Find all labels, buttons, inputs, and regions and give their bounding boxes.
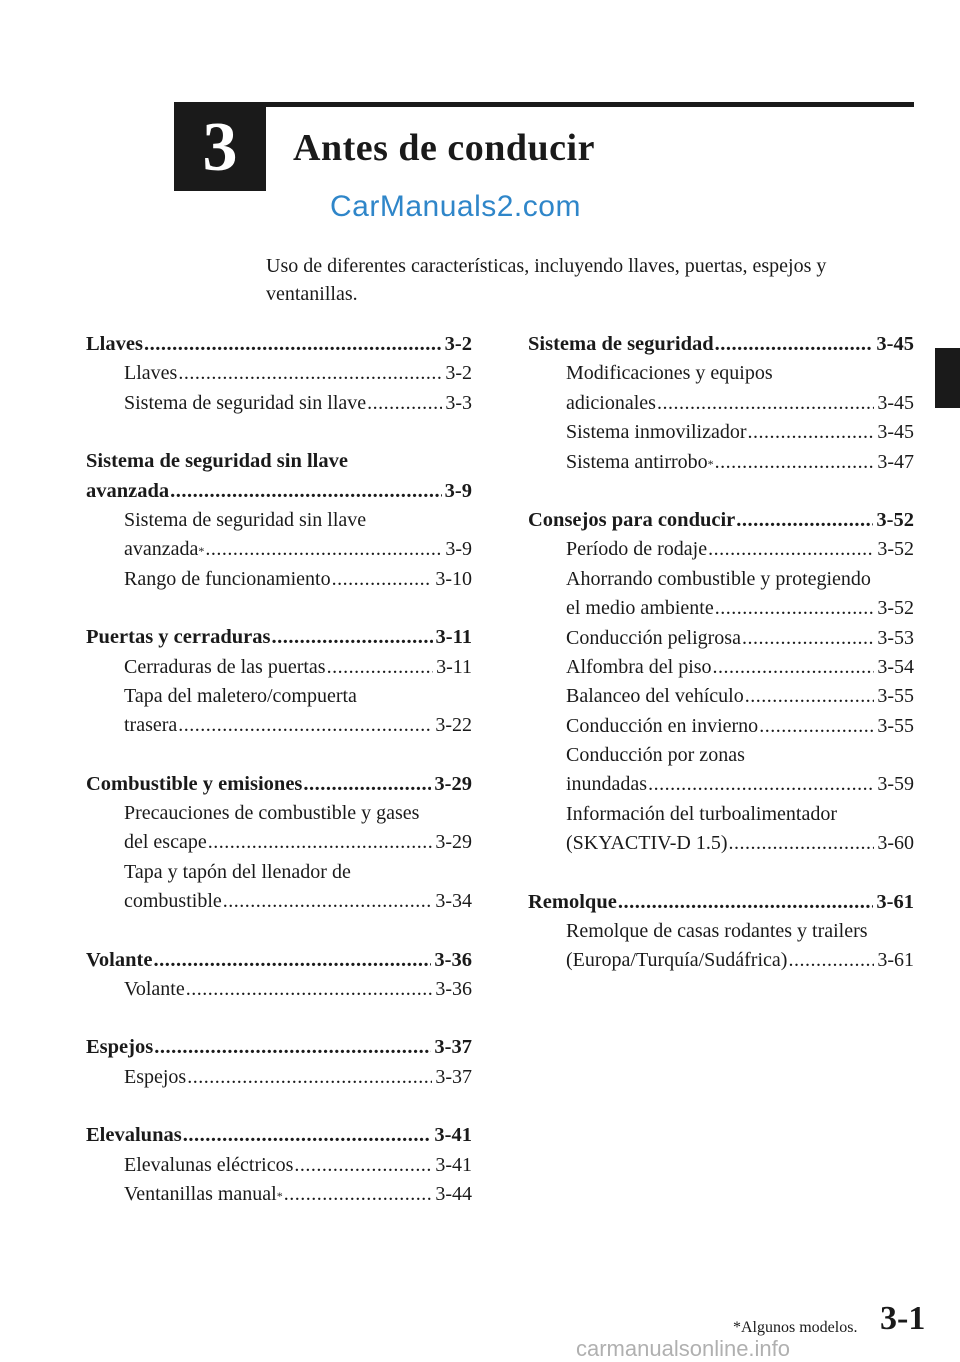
toc-entry-line: Precauciones de combustible y gases [124, 802, 420, 825]
dot-leader [736, 506, 873, 535]
toc-entry-text: Volante [124, 978, 185, 1001]
toc-entry-page: 3-60 [877, 832, 914, 855]
toc-entry-page: 3-44 [435, 1182, 472, 1205]
toc-entry-page: 3-54 [877, 655, 914, 678]
title-rule [174, 102, 914, 107]
toc-heading-text: Remolque [528, 890, 617, 913]
dot-leader [742, 624, 874, 653]
dot-leader [294, 1151, 432, 1180]
dot-leader [170, 477, 442, 506]
dot-leader [618, 888, 874, 917]
toc-entry-line: Conducción por zonas [566, 744, 745, 767]
chapter-title: Antes de conducir [293, 127, 595, 169]
toc-entry[interactable] [86, 887, 472, 916]
toc-entry[interactable] [86, 711, 472, 740]
toc-entry-text: combustible [124, 890, 222, 913]
toc-section [528, 330, 914, 477]
toc-entry-text: inundadas [566, 773, 648, 796]
toc-entry-text: avanzada [124, 538, 199, 561]
toc-entry-text: Cerraduras de las puertas [124, 655, 326, 678]
dot-leader [745, 682, 875, 711]
dot-leader [205, 535, 442, 564]
toc-heading[interactable] [86, 330, 472, 359]
dot-leader [715, 448, 875, 477]
toc-entry[interactable] [86, 653, 472, 682]
toc-entry[interactable]: Ventanillas manual * ..... 3-44 [86, 1180, 472, 1209]
toc-heading[interactable] [528, 330, 914, 359]
toc-entry-text: (SKYACTIV-D 1.5) [566, 832, 728, 855]
chapter-intro: Uso de diferentes características, incluyendo llaves, puertas, espejos y ventanillas. [266, 255, 827, 305]
dot-leader [708, 535, 874, 564]
toc-entry-page: 3-45 [877, 391, 914, 414]
footer-watermark: carmanualsonline.info [576, 1336, 791, 1361]
toc-entry-text: Conducción en invierno [566, 714, 759, 737]
dot-leader [186, 975, 433, 1004]
toc-entry[interactable] [86, 389, 472, 418]
toc-section [86, 946, 472, 1005]
toc-entry-page: 3-41 [435, 1153, 472, 1176]
dot-leader [223, 887, 433, 916]
toc-entry[interactable] [528, 418, 914, 447]
toc-heading-text: Volante [86, 948, 153, 971]
toc-heading-text: Elevalunas [86, 1124, 182, 1147]
toc-right-column [528, 330, 914, 1005]
toc-section [86, 330, 472, 418]
toc-entry-text: Espejos [124, 1065, 187, 1088]
toc-entry-text: Balanceo del vehículo [566, 685, 744, 708]
dot-leader [303, 770, 431, 799]
toc-entry-text: (Europa/Turquía/Sudáfrica) [566, 949, 788, 972]
toc-heading-text: Consejos para conducir [528, 508, 736, 531]
toc-entry[interactable] [86, 1151, 472, 1180]
toc-entry-page: 3-61 [877, 949, 914, 972]
dot-leader [178, 359, 442, 388]
dot-leader [208, 828, 433, 857]
toc-entry[interactable] [528, 712, 914, 741]
dot-leader [284, 1180, 433, 1209]
toc-entry-text: Período de rodaje [566, 538, 708, 561]
dot-leader [657, 389, 874, 418]
toc-heading[interactable] [86, 770, 472, 799]
toc-left-column [86, 330, 472, 1238]
dot-leader [187, 1063, 432, 1092]
toc-heading-text: Sistema de seguridad [528, 333, 714, 355]
toc-entry[interactable] [528, 829, 914, 858]
dot-leader [715, 330, 874, 359]
toc-entry-text: el medio ambiente [566, 597, 714, 620]
toc-entry-text: Sistema de seguridad sin llave [124, 391, 367, 414]
toc-entry-line: Remolque de casas rodantes y trailers [566, 920, 868, 943]
dot-leader [154, 1033, 431, 1062]
toc-entry[interactable] [528, 770, 914, 799]
toc-heading-page: 3-37 [434, 1036, 472, 1059]
toc-heading-page: 3-9 [444, 479, 472, 502]
toc-entry-text: trasera [124, 714, 178, 737]
toc-entry-page: 3-34 [435, 890, 472, 913]
toc-entry[interactable] [528, 624, 914, 653]
toc-section [86, 447, 472, 594]
dot-leader [728, 829, 874, 858]
toc-entry-page: 3-3 [445, 391, 472, 414]
toc-heading-text: Espejos [86, 1036, 154, 1059]
toc-heading-page: 3-29 [434, 772, 472, 795]
toc-heading-text: Puertas y cerraduras [86, 626, 271, 649]
toc-entry-page: 3-11 [436, 655, 472, 678]
toc-entry-text: Sistema antirrobo [566, 450, 708, 473]
toc-section [86, 623, 472, 741]
toc-entry[interactable]: Sistema antirrobo * ..... 3-47 [528, 448, 914, 477]
toc-entry-line: Ahorrando combustible y protegiendo [566, 567, 871, 590]
toc-entry-page: 3-37 [435, 1065, 472, 1088]
toc-heading[interactable] [86, 946, 472, 975]
toc-entry[interactable] [528, 946, 914, 975]
toc-entry[interactable] [86, 359, 472, 388]
toc-entry[interactable]: avanzada * ..... 3-9 [86, 535, 472, 564]
toc-entry-page: 3-52 [877, 597, 914, 620]
dot-leader [713, 653, 875, 682]
toc-entry[interactable] [528, 389, 914, 418]
toc-heading-page: 3-61 [876, 890, 914, 913]
chapter-number: 3 [202, 109, 238, 186]
toc-entry-text: del escape [124, 831, 207, 854]
toc-entry-page: 3-9 [445, 538, 472, 561]
toc-entry-page: 3-22 [435, 714, 472, 737]
toc-section [528, 506, 914, 859]
toc-heading[interactable] [528, 888, 914, 917]
toc-entry-line: Tapa del maletero/compuerta [124, 684, 357, 707]
toc-section [86, 770, 472, 917]
toc-entry[interactable] [528, 594, 914, 623]
toc-section [86, 1033, 472, 1092]
dot-leader [153, 946, 431, 975]
toc-entry-page: 3-45 [877, 421, 914, 444]
toc-entry-page: 3-55 [877, 685, 914, 708]
chapter-number-box [174, 104, 266, 191]
toc-heading-text: avanzada [86, 479, 170, 502]
toc-section [528, 888, 914, 976]
toc-heading-page: 3-41 [434, 1124, 472, 1147]
toc-entry-page: 3-2 [445, 362, 472, 385]
dot-leader [648, 770, 874, 799]
dot-leader [367, 389, 442, 418]
toc-entry-page: 3-52 [877, 538, 914, 561]
toc-heading-page: 3-11 [435, 626, 472, 649]
toc-entry-text: Conducción peligrosa [566, 626, 741, 649]
toc-entry[interactable] [528, 653, 914, 682]
dot-leader [271, 623, 432, 652]
toc-heading[interactable] [528, 506, 914, 535]
watermark-logo: CarManuals2.com [330, 190, 581, 223]
toc-heading-line: Sistema de seguridad sin llave [86, 450, 348, 473]
dot-leader [327, 653, 433, 682]
toc-heading[interactable] [86, 1033, 472, 1062]
toc-entry[interactable] [86, 1063, 472, 1092]
dot-leader [144, 330, 442, 359]
toc-entry-page: 3-53 [877, 626, 914, 649]
page-number: 3-1 [880, 1300, 926, 1337]
toc-entry[interactable] [86, 565, 472, 594]
toc-entry-text: Sistema inmovilizador [566, 421, 747, 444]
toc-entry-text: adicionales [566, 391, 656, 414]
toc-entry-line: Tapa y tapón del llenador de [124, 860, 351, 883]
toc-entry-text: Alfombra del piso [566, 655, 712, 678]
toc-entry-page: 3-55 [877, 714, 914, 737]
toc-entry-page: 3-47 [877, 450, 914, 473]
toc-entry-text: Llaves [124, 362, 178, 385]
toc-entry-line: Información del turboalimentador [566, 802, 838, 825]
toc-entry[interactable] [86, 975, 472, 1004]
toc-entry-page: 3-59 [877, 773, 914, 796]
toc-entry[interactable] [86, 828, 472, 857]
toc-heading-page: 3-2 [444, 333, 472, 355]
toc-entry-text: Elevalunas eléctricos [124, 1153, 294, 1176]
toc-heading-page: 3-36 [434, 948, 472, 971]
toc-heading-text: Combustible y emisiones [86, 772, 303, 795]
toc-entry[interactable] [528, 682, 914, 711]
dot-leader [788, 946, 874, 975]
toc-heading[interactable] [86, 477, 472, 506]
toc-heading-page: 3-45 [876, 333, 914, 355]
footnote: *Algunos modelos. [733, 1319, 858, 1336]
toc-heading[interactable] [86, 1121, 472, 1150]
toc-entry-page: 3-36 [435, 978, 472, 1001]
dot-leader [178, 711, 432, 740]
chapter-side-tab [935, 348, 960, 408]
dot-leader [759, 712, 874, 741]
toc-entry-page: 3-29 [435, 831, 472, 854]
toc-entry-text: Ventanillas manual [124, 1182, 277, 1205]
toc-entry-line: Modificaciones y equipos [566, 362, 773, 385]
toc-entry-line: Sistema de seguridad sin llave [124, 508, 367, 531]
toc-entry-page: 3-10 [435, 567, 472, 590]
dot-leader [332, 565, 433, 594]
dot-leader [748, 418, 875, 447]
toc-heading-page: 3-52 [876, 508, 914, 531]
toc-entry[interactable] [528, 535, 914, 564]
toc-heading-text: Llaves [86, 333, 143, 355]
toc-heading[interactable] [86, 623, 472, 652]
toc-section [86, 1121, 472, 1209]
dot-leader [715, 594, 875, 623]
toc-entry-text: Rango de funcionamiento [124, 567, 331, 590]
dot-leader [183, 1121, 432, 1150]
